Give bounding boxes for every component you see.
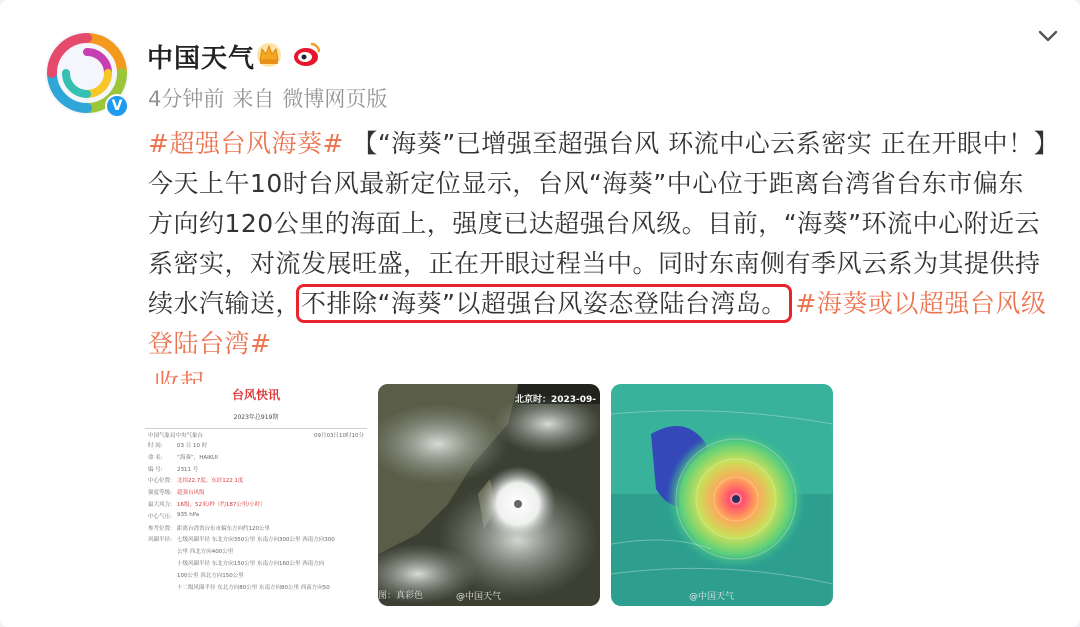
bulletin-row-value: “海葵”，HAIKUI — [177, 454, 218, 461]
post-body-text: 【“海葵”已增强至超强台风 环流中心云系密实 正在开眼中！】今天上午10时台风最新定位显示，台风“海葵”中心位于距离台湾省台东市偏东方向约120公里的海面上，强度已达超强台风级。目前，“海葵”环流中心附近云系密实，对流发展旺盛，正在开眼过程当中。同时东南侧有季风云系为其提供持续水汽输送， — [148, 129, 1047, 318]
bulletin-row-value: 03 日 10 时 — [177, 443, 208, 449]
bulletin-row-value: 七级风圈半径 东北方向350公里 东南方向300公里 西南方向300 — [177, 537, 335, 544]
bulletin-row-value: 公里 西北方向400公里 — [177, 549, 234, 556]
bulletin-org: 中国气象局中央气象台 — [148, 433, 204, 439]
bulletin-row-label: 中心气压: — [148, 513, 172, 520]
bulletin-subtitle: 2023年总919期 — [233, 414, 279, 421]
bulletin-row-label: 中心位置: — [148, 478, 172, 485]
chevron-down-icon[interactable] — [1034, 24, 1062, 48]
wind-field-image[interactable] — [611, 384, 833, 606]
bulletin-row-value: 935 hPa — [177, 511, 200, 518]
bulletin-image[interactable] — [145, 384, 367, 606]
bulletin-row-value: 2311 号 — [177, 466, 199, 473]
watermark: @中国天气 — [689, 592, 735, 602]
verified-badge: V — [105, 94, 129, 118]
weibo-logo-icon[interactable] — [292, 40, 322, 68]
bulletin-row-label: 最大风力: — [148, 502, 172, 508]
satellite-timestamp: 北京时：2023-09- — [514, 395, 596, 405]
source-prefix: 来自 — [232, 87, 275, 111]
bulletin-row-value: 100公里 西北方向150公里 — [177, 572, 244, 579]
hashtag-link[interactable]: #超强台风海葵# — [148, 129, 344, 158]
satellite-cloud-graphic — [378, 384, 600, 606]
bulletin-row-value: 北纬22.7度、东经122.1度 — [177, 478, 244, 485]
wind-field-graphic — [611, 384, 833, 606]
bulletin-divider — [145, 428, 367, 429]
bulletin-title: 台风快讯 — [231, 388, 280, 402]
watermark: @中国天气 — [456, 592, 502, 602]
bulletin-row-value: 十级风圈半径 东北方向150公里 东南方向160公里 西南方向 — [177, 561, 325, 567]
post-time[interactable]: 4分钟前 — [148, 87, 225, 111]
bulletin-row-label: 强度等级: — [148, 490, 172, 497]
image-fade — [830, 384, 1080, 606]
bulletin-row-value: 十二级风圈半径 东北方向80公里 东南方向80公里 西南方向50 — [177, 584, 330, 591]
bulletin-row-label: 风圈半径: — [148, 537, 172, 544]
bulletin-row-value: 16级，52米/秒（约187公里/小时） — [177, 502, 266, 508]
bulletin-row-label: 时 间: — [148, 443, 163, 449]
post-meta — [148, 83, 395, 113]
bulletin-row-label: 参考位置: — [148, 525, 172, 532]
satellite-image[interactable] — [378, 384, 600, 606]
bulletin-row-value: 超强台风级 — [177, 490, 205, 497]
bulletin-row-label: 编 号: — [148, 466, 163, 473]
highlighted-sentence: 不排除“海葵”以超强台风姿态登陆台湾岛。 — [301, 289, 787, 318]
bulletin-row-value: 距离台湾省台东市偏东方向约120公里 — [177, 525, 270, 532]
bulletin-date: 09月03日10时10分 — [314, 433, 364, 439]
post-source[interactable]: 微博网页版 — [282, 87, 388, 111]
hashtag-link-2[interactable]: #海葵或以超强台风级登陆台湾# — [148, 289, 1047, 358]
satellite-label: 图：真彩色 — [378, 591, 424, 601]
crown-icon[interactable] — [254, 40, 284, 68]
bulletin-row-label: 命 名: — [148, 454, 163, 461]
user-name[interactable]: 中国天气 — [147, 44, 256, 74]
post-text — [148, 124, 1048, 404]
